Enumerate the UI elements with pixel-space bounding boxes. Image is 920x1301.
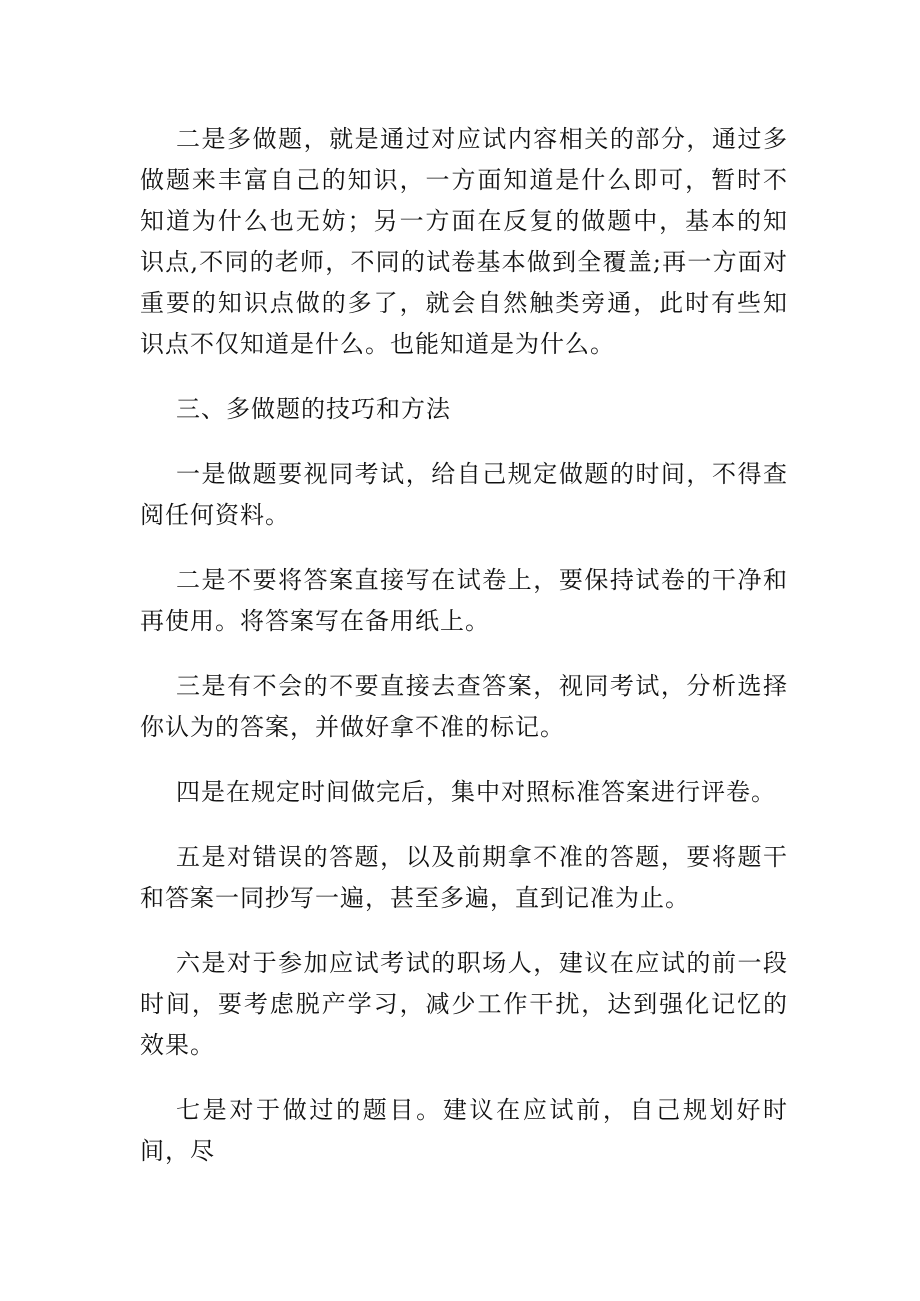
paragraph-tip-seven: 七是对于做过的题目。建议在应试前，自己规划好时间，尽 xyxy=(140,1096,788,1165)
section-heading-practice-techniques: 三、多做题的技巧和方法 xyxy=(176,395,451,423)
paragraph-tip-five: 五是对错误的答题，以及前期拿不准的答题，要将题干和答案一同抄写一遍，甚至多遍，直到记准为止。 xyxy=(140,843,788,912)
paragraph-tip-three: 三是有不会的不要直接去查答案，视同考试，分析选择你认为的答案，并做好拿不准的标记。 xyxy=(140,672,788,741)
paragraph-practice-benefits: 二是多做题，就是通过对应试内容相关的部分，通过多做题来丰富自己的知识，一方面知道是什么即可，暂时不知道为什么也无妨；另一方面在反复的做题中，基本的知识点,不同的老师，不同的试卷基本做到全覆盖;再一方面对重要的知识点做的多了，就会自然触类旁通，此时有些知识点不仅知道是什么。也能知道是为什么。 xyxy=(140,125,788,358)
document-body xyxy=(140,119,788,1196)
paragraph-tip-six: 六是对于参加应试考试的职场人，建议在应试的前一段时间，要考虑脱产学习，减少工作干扰，达到强化记忆的效果。 xyxy=(140,949,788,1059)
paragraph-tip-four: 四是在规定时间做完后，集中对照标准答案进行评卷。 xyxy=(176,778,776,806)
paragraph-tip-one: 一是做题要视同考试，给自己规定做题的时间，不得查阅任何资料。 xyxy=(140,460,788,529)
paragraph-tip-two: 二是不要将答案直接写在试卷上，要保持试卷的干净和再使用。将答案写在备用纸上。 xyxy=(140,566,788,635)
